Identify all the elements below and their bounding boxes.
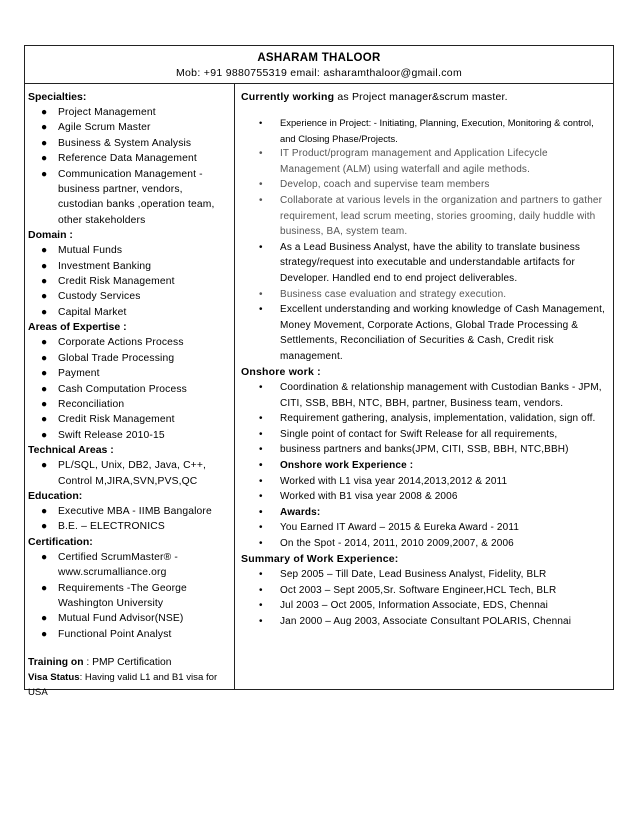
list-item: ● PL/SQL, Unix, DB2, Java, C++, Control M,JIRA,SVN,PVS,QC (41, 460, 206, 487)
bullet-icon: • (259, 460, 263, 472)
list-item: ● Functional Point Analyst (28, 627, 231, 642)
training-line (28, 655, 231, 670)
visa-label: Visa Status (28, 672, 80, 684)
domain-list (28, 243, 231, 320)
bullet-icon: ● (41, 628, 48, 640)
bullet-icon: • (259, 117, 263, 128)
list-item: ● Custody Services (28, 289, 231, 304)
bullet-icon: ● (41, 460, 48, 472)
bullet-icon: • (259, 382, 263, 394)
bullet-icon: ● (41, 291, 48, 303)
list-item: ● Business & System Analysis (28, 136, 231, 151)
list-item: ● Credit Risk Management (28, 274, 231, 289)
bullet-icon: ● (41, 352, 48, 364)
bullet-icon: ● (41, 137, 48, 149)
bullet-icon: ● (41, 521, 48, 533)
list-item: • As a Lead Business Analyst, have the ability to translate business strategy/request into executable and understandable artifacts for Developer. Handled end to end project deliverables. (259, 241, 581, 284)
list-item: ● Agile Scrum Master (28, 120, 231, 135)
list-item: • Awards: (241, 505, 609, 521)
current-role-heading (241, 90, 609, 105)
education-list (28, 504, 231, 535)
bullet-icon: • (259, 304, 263, 316)
bullet-icon: • (259, 288, 263, 300)
list-item: • Jul 2003 – Oct 2005, Information Associate, EDS, Chennai (241, 598, 609, 614)
bullet-icon: • (259, 600, 263, 612)
right-column (235, 84, 613, 689)
expertise-list (28, 335, 231, 443)
bullet-icon: ● (41, 168, 48, 180)
certification-list (28, 550, 231, 642)
list-item: • Requirement gathering, analysis, implementation, validation, sign off. (241, 411, 609, 427)
list-item: • Develop, coach and supervise team members (241, 177, 609, 193)
list-item: • Oct 2003 – Sept 2005,Sr. Software Engineer,HCL Tech, BLR (241, 583, 609, 599)
bullet-icon: • (259, 413, 263, 425)
list-item: ● Cash Computation Process (28, 382, 231, 397)
bullet-icon: • (259, 428, 263, 440)
training-label: Training on (28, 657, 84, 669)
list-item: • Single point of contact for Swift Release for all requirements, (241, 427, 609, 443)
certification-heading: Certification: (28, 535, 93, 548)
list-item: ● Project Management (28, 105, 231, 120)
bullet-icon: ● (41, 551, 48, 563)
list-item: ● Communication Management - business partner, vendors, custodian banks ,operation team, other stakeholders (41, 168, 215, 226)
specialties-list (28, 105, 231, 228)
bullet-icon: • (259, 241, 263, 253)
list-item: • Collaborate at various levels in the organization and partners to gather requirement, lead scrum meeting, stories grooming, daily huddle with business, BA, system team. (259, 194, 603, 238)
bullet-icon: • (259, 506, 263, 518)
bullet-icon: • (259, 538, 263, 550)
technical-heading: Technical Areas : (28, 444, 114, 457)
visa-line (28, 670, 231, 700)
contact-line: Mob: +91 9880755319 email: asharamthaloor@gmail.com (176, 67, 462, 79)
bullet-icon: ● (41, 122, 48, 134)
onshore-list (241, 380, 609, 552)
bullet-icon: • (259, 616, 263, 627)
domain-heading: Domain : (28, 229, 73, 242)
list-item: • Business case evaluation and strategy execution. (241, 287, 609, 303)
list-item: • business partners and banks(JPM, CITI, SSB, BBH, NTC,BBH) (241, 442, 609, 458)
current-role-label: Currently working (241, 91, 335, 103)
bullet-icon: ● (41, 383, 48, 395)
bullet-icon: ● (41, 505, 48, 517)
bullet-icon: ● (41, 429, 48, 441)
list-item: ● Payment (28, 366, 231, 381)
list-item: ● Requirements -The George Washington University (41, 582, 187, 609)
list-item: • IT Product/program management and Application Lifecycle Management (ALM) using waterfall and agile methods. (259, 148, 548, 175)
bullet-icon: ● (41, 613, 48, 625)
list-item: • Worked with B1 visa year 2008 & 2006 (241, 489, 609, 505)
technical-list (28, 458, 231, 489)
list-item: ● Reference Data Management (28, 151, 231, 166)
education-heading: Education: (28, 489, 83, 502)
bullet-icon: • (259, 148, 263, 160)
list-item: ● Capital Market (28, 305, 231, 320)
list-item: • Experience in Project: - Initiating, Planning, Execution, Monitoring & control, and Closing Phase/Projects. (259, 117, 594, 144)
resume-header (25, 46, 613, 84)
bullet-icon: ● (41, 414, 48, 426)
bullet-icon: ● (41, 276, 48, 288)
bullet-icon: • (259, 584, 263, 596)
bullet-icon: ● (41, 260, 48, 272)
list-item: • Worked with L1 visa year 2014,2013,2012 & 2011 (241, 474, 609, 490)
resume-table (24, 45, 614, 699)
list-item: • Excellent understanding and working knowledge of Cash Management, Money Movement, Corporate Actions, Global Trade Processing & Settlements, Reconciliation of Securities & Cash, Credit risk management. (259, 304, 605, 362)
current-role-list (241, 115, 609, 365)
bullet-icon: • (259, 569, 263, 581)
training-value: : PMP Certification (86, 657, 172, 669)
list-item: • Onshore work Experience : (241, 458, 609, 474)
bullet-icon: • (259, 522, 263, 534)
summary-heading: Summary of Work Experience: (241, 552, 399, 565)
list-item: ● Reconciliation (28, 397, 231, 412)
list-item: ● Investment Banking (28, 259, 231, 274)
bullet-icon: • (259, 491, 263, 503)
bullet-icon: ● (41, 582, 48, 594)
bullet-icon: ● (41, 398, 48, 410)
list-item: ● Certified ScrumMaster® - www.scrumalliance.org (41, 551, 178, 579)
left-column (25, 84, 235, 699)
list-item: • You Earned IT Award – 2015 & Eureka Award - 2011 (241, 520, 609, 536)
candidate-name: ASHARAM THALOOR (257, 52, 381, 64)
visa-value: : Having valid L1 and B1 visa for USA (28, 672, 218, 699)
bullet-icon: • (259, 194, 263, 206)
bullet-icon: ● (41, 245, 48, 257)
list-item: • Jan 2000 – Aug 2003, Associate Consultant POLARIS, Chennai (241, 614, 609, 630)
expertise-heading: Areas of Expertise : (28, 321, 127, 334)
list-item: • Sep 2005 – Till Date, Lead Business Analyst, Fidelity, BLR (241, 567, 609, 583)
bullet-icon: ● (41, 153, 48, 165)
spacer (28, 642, 231, 655)
bullet-icon: • (259, 179, 263, 191)
bullet-icon: ● (41, 368, 48, 380)
list-item: ● Global Trade Processing (28, 351, 231, 366)
bullet-icon: • (259, 475, 263, 487)
list-item: ● B.E. – ELECTRONICS (28, 519, 231, 534)
summary-list (241, 567, 609, 629)
list-item: ● Swift Release 2010-15 (28, 428, 231, 443)
current-role-value: as Project manager&scrum master. (334, 91, 508, 103)
bullet-icon: ● (41, 107, 48, 118)
bullet-icon: ● (41, 337, 48, 349)
onshore-heading: Onshore work : (241, 365, 321, 378)
list-item: ● Credit Risk Management (28, 412, 231, 427)
list-item: ● Mutual Funds (28, 243, 231, 258)
list-item: • Coordination & relationship management with Custodian Banks - JPM, CITI, SSB, BBH, NTC, BBH, partner, Business team, vendors. (259, 382, 602, 409)
specialties-heading: Specialties: (28, 91, 87, 103)
list-item: ● Corporate Actions Process (28, 335, 231, 350)
bullet-icon: • (259, 444, 263, 456)
bullet-icon: ● (41, 306, 48, 318)
list-item: ● Executive MBA - IIMB Bangalore (28, 504, 231, 519)
list-item: ● Mutual Fund Advisor(NSE) (28, 611, 231, 626)
list-item: • On the Spot - 2014, 2011, 2010 2009,2007, & 2006 (241, 536, 609, 552)
